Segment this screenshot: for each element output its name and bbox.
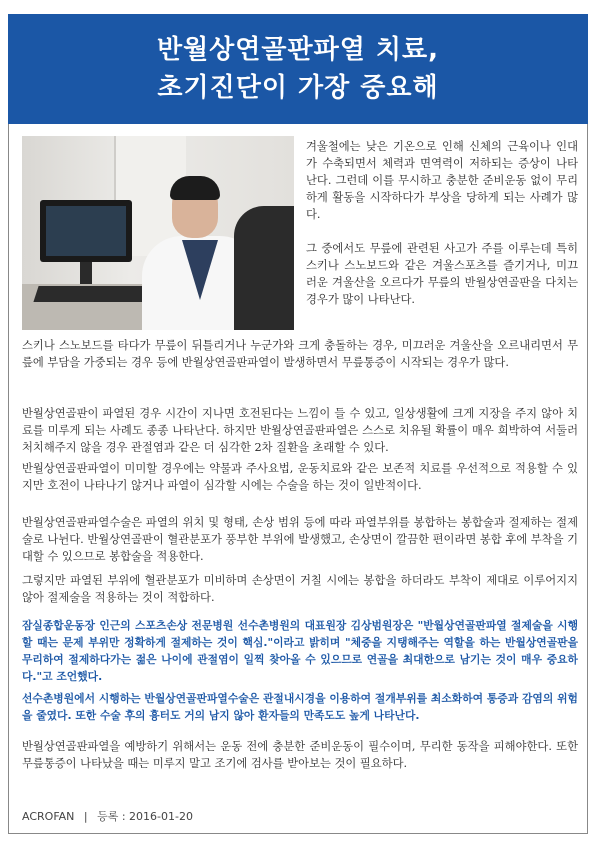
paragraph-2: 그 중에서도 무릎에 관련된 사고가 주를 이루는데 특히 스키나 스노보드와 같은 겨울스포츠를 즐기거나, 미끄러운 겨울산을 오르다가 무릎의 반월상연골판을 다치는 경우가 많이 나타난다.: [306, 242, 578, 306]
title-line-2: 초기진단이 가장 중요해: [157, 73, 439, 103]
paragraph-9-highlight: 선수촌병원에서 시행하는 반월상연골판파열수술은 관절내시경을 이용하여 절개부위를 최소화하여 통증과 감염의 위험을 줄였다. 또한 수술 후의 흉터도 거의 남지 않아 환자들의 만족도도 높게 나타난다.: [22, 692, 578, 722]
footer-separator: |: [83, 810, 88, 823]
paragraph-1: 겨울철에는 낮은 기온으로 인해 신체의 근육이나 인대가 수축되면서 체력과 면역력이 저하되는 증상이 나타난다. 그런데 이를 무시하고 충분한 준비운동 없이 무리하게 활동을 시작하다가 부상을 당하게 되는 사례가 많다.: [306, 140, 578, 221]
monitor-screen: [46, 206, 126, 256]
article-header: [8, 14, 588, 124]
source-name: ACROFAN: [22, 810, 75, 823]
paragraph-5: 반월상연골판파열이 미미할 경우에는 약물과 주사요법, 운동치료와 같은 보존적 치료를 우선적으로 적용할 수 있지만 호전이 나타나기 않거나 파열이 심각할 시에는 수술을 하는 것이 일반적이다.: [22, 462, 578, 492]
monitor-stand: [80, 262, 92, 284]
foreground-shoulder: [234, 206, 294, 330]
paragraph-10: 반월상연골판파열을 예방하기 위해서는 운동 전에 충분한 준비운동이 필수이며, 무리한 동작을 피해야한다. 또한 무릎통증이 나타났을 때는 미루지 말고 조기에 검사를 받아보는 것이 필요하다.: [22, 740, 578, 770]
paragraph-3: 스키나 스노보드를 타다가 무릎이 뒤틀리거나 누군가와 크게 충돌하는 경우, 미끄러운 겨울산을 오르내리면서 무릎에 부담을 가중되는 경우 등에 반월상연골판파열이 발생하면서 무릎통증이 시작되는 경우가 많다.: [22, 339, 578, 369]
paragraph-6: 반월상연골판파열수술은 파열의 위치 및 형태, 손상 범위 등에 따라 파열부위를 봉합하는 봉합술과 절제하는 절제술로 나뉜다. 반월상연골판이 혈관분포가 풍부한 부위에 발생했고, 손상면이 깔끔한 편이라면 봉합 후에 부착을 기대할 수 있으므로 봉합술을 적용한다.: [22, 516, 578, 563]
doctor-hair: [170, 176, 220, 200]
registration-date: 등록 : 2016-01-20: [97, 810, 193, 823]
paragraph-7: 그렇지만 파열된 부위에 혈관분포가 미비하며 손상면이 거칠 시에는 봉합을 하더라도 부착이 제대로 이루어지지 않아 절제술을 적용하는 것이 적합하다.: [22, 574, 578, 604]
doctor-photo: [22, 136, 294, 330]
keyboard: [33, 286, 148, 302]
article-footer: [22, 808, 193, 824]
title-line-1: 반월상연골판파열 치료,: [156, 35, 440, 65]
paragraph-8-quote: 잠실종합운동장 인근의 스포츠손상 전문병원 선수촌병원의 대표원장 김상범원장은 "반월상연골판파열 절제술을 시행할 때는 문제 부위만 정확하게 절제하는 것이 핵심."이라고 밝히며 "체중을 지탱해주는 역할을 하는 반월상연골판을 무리하여 절제하다가는 젊은 나이에 관절염이 일찍 찾아올 수 있으므로 연골을 최대한으로 남기는 것이 매우 중요하다."고 조언했다.: [22, 619, 578, 683]
paragraph-4: 반월상연골판이 파열된 경우 시간이 지나면 호전된다는 느낌이 들 수 있고, 일상생활에 크게 지장을 주지 않아 치료를 미루게 되는 사례도 종종 나타난다. 하지만 반월상연골판파열은 스스로 치유될 확률이 매우 희박하여 서둘러 처치해주지 않을 경우 관절염과 같은 더 심각한 2차 질환을 초래할 수 있다.: [22, 407, 578, 454]
